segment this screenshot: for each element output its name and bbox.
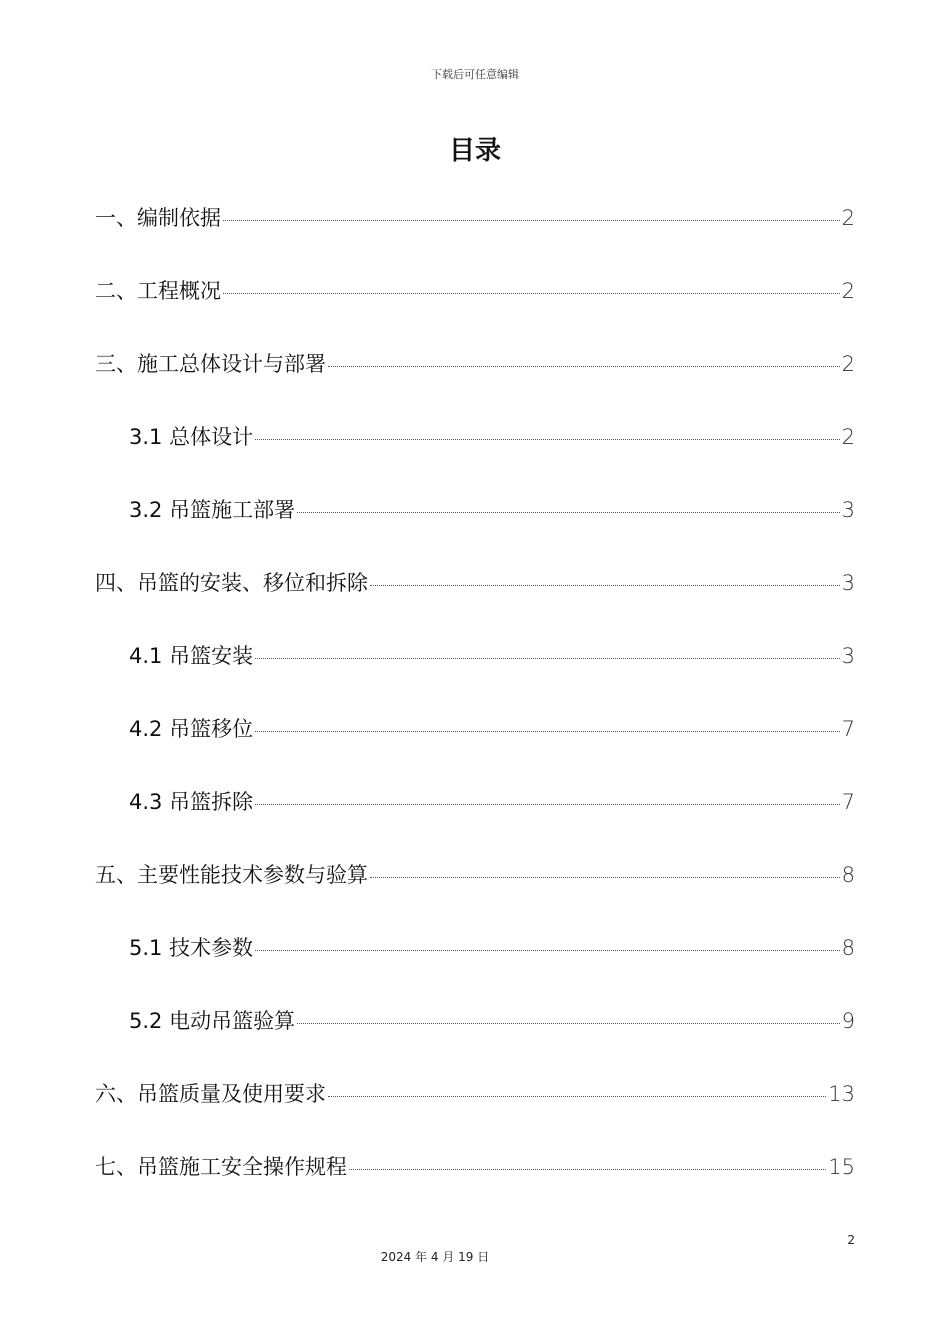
toc-dot-leader	[255, 731, 840, 732]
toc-entry-page: 2	[841, 279, 855, 303]
toc-entry-6[interactable]	[95, 1078, 855, 1151]
toc-entry-4-1[interactable]	[95, 640, 855, 713]
toc-entry-page: 8	[841, 936, 855, 960]
toc-entry-label: 5.1 技术参数	[129, 936, 254, 960]
toc-entry-page: 7	[841, 790, 855, 814]
footer-date: 2024 年 4 月 19 日	[380, 1250, 490, 1264]
toc-dot-leader	[297, 512, 840, 513]
toc-entry-3-2[interactable]	[95, 494, 855, 567]
toc-entry-page: 3	[841, 644, 855, 668]
toc-entry-page: 8	[841, 863, 855, 887]
toc-entry-label: 五、主要性能技术参数与验算	[95, 863, 368, 887]
toc-entry-label: 5.2 电动吊篮验算	[129, 1009, 296, 1033]
page-number: 2	[847, 1233, 855, 1247]
toc-dot-leader	[328, 1096, 826, 1097]
toc-entry-label: 六、吊篮质量及使用要求	[95, 1082, 326, 1106]
toc-entry-page: 2	[841, 206, 855, 230]
toc-entry-label: 4.3 吊篮拆除	[129, 790, 254, 814]
toc-entry-5-2[interactable]	[95, 1005, 855, 1078]
toc-dot-leader	[370, 877, 840, 878]
toc-dot-leader	[328, 366, 840, 367]
toc-dot-leader	[223, 220, 840, 221]
toc-entry-page: 2	[841, 425, 855, 449]
toc-entry-page: 7	[841, 717, 855, 741]
header-note: 下载后可任意编辑	[431, 68, 519, 81]
toc-entry-page: 3	[841, 498, 855, 522]
toc-entry-label: 二、工程概况	[95, 279, 221, 303]
toc-dot-leader	[297, 1023, 840, 1024]
toc-entry-4-2[interactable]	[95, 713, 855, 786]
toc-entry-3[interactable]	[95, 348, 855, 421]
toc-entry-label: 一、编制依据	[95, 206, 221, 230]
toc-entry-page: 13	[828, 1082, 855, 1106]
toc-dot-leader	[255, 658, 840, 659]
toc-entry-label: 七、吊篮施工安全操作规程	[95, 1155, 347, 1179]
toc-list	[95, 202, 855, 1224]
toc-dot-leader	[255, 950, 840, 951]
toc-entry-page: 2	[841, 352, 855, 376]
toc-entry-2[interactable]	[95, 275, 855, 348]
toc-entry-page: 15	[828, 1155, 855, 1179]
toc-entry-page: 9	[841, 1009, 855, 1033]
toc-entry-3-1[interactable]	[95, 421, 855, 494]
toc-dot-leader	[370, 585, 840, 586]
toc-dot-leader	[349, 1169, 826, 1170]
toc-entry-4[interactable]	[95, 567, 855, 640]
toc-entry-7[interactable]	[95, 1151, 855, 1224]
toc-entry-5[interactable]	[95, 859, 855, 932]
toc-entry-label: 3.1 总体设计	[129, 425, 254, 449]
toc-entry-1[interactable]	[95, 202, 855, 275]
toc-dot-leader	[255, 439, 840, 440]
toc-entry-label: 三、施工总体设计与部署	[95, 352, 326, 376]
toc-entry-page: 3	[841, 571, 855, 595]
toc-entry-label: 4.1 吊篮安装	[129, 644, 254, 668]
toc-entry-4-3[interactable]	[95, 786, 855, 859]
toc-entry-label: 4.2 吊篮移位	[129, 717, 254, 741]
toc-dot-leader	[255, 804, 840, 805]
toc-entry-label: 3.2 吊篮施工部署	[129, 498, 296, 522]
toc-dot-leader	[223, 293, 840, 294]
toc-entry-5-1[interactable]	[95, 932, 855, 1005]
toc-entry-label: 四、吊篮的安装、移位和拆除	[95, 571, 368, 595]
toc-title: 目录	[448, 136, 501, 166]
